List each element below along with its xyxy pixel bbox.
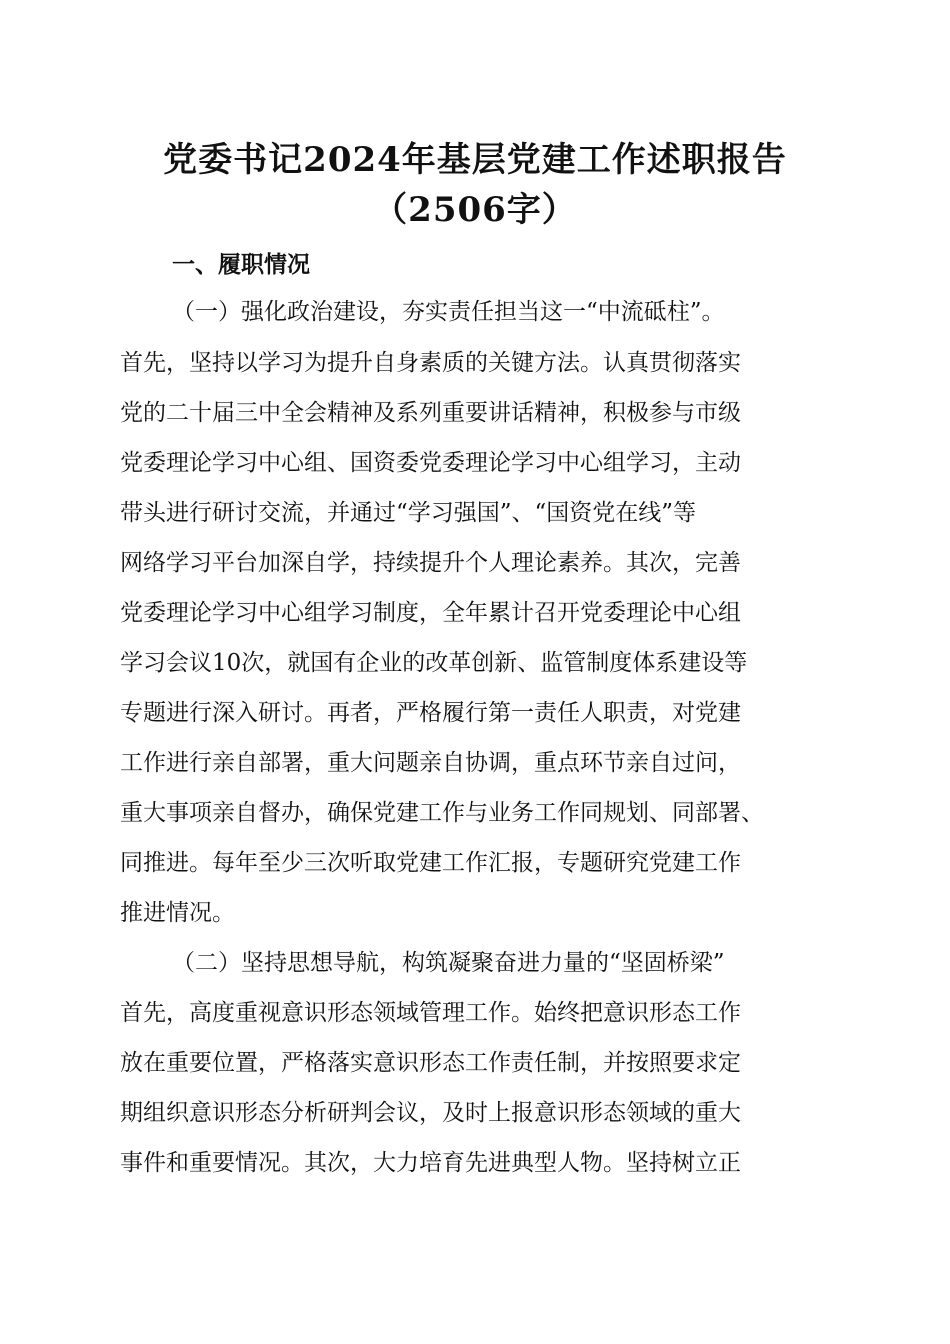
body-line: 同推进。每年至少三次听取党建工作汇报，专题研究党建工作	[120, 850, 741, 876]
body-line: 带头进行研讨交流，并通过“学习强国”、“国资党在线”等	[120, 500, 697, 526]
subsection-heading-1: （一）强化政治建设，夯实责任担当这一“中流砥柱”。	[172, 299, 725, 325]
body-line: 网络学习平台加深自学，持续提升个人理论素养。其次，完善	[120, 550, 741, 576]
subsection-heading-2: （二）坚持思想导航，构筑凝聚奋进力量的“坚固桥梁”	[172, 950, 725, 976]
body-line: 工作进行亲自部署，重大问题亲自协调，重点环节亲自过问，	[120, 750, 741, 776]
body-line: 首先，高度重视意识形态领域管理工作。始终把意识形态工作	[120, 1000, 741, 1026]
body-line: 专题进行深入研讨。再者，严格履行第一责任人职责，对党建	[120, 700, 741, 726]
document-title: 党委书记2024年基层党建工作述职报告	[163, 140, 787, 180]
body-line: 党委理论学习中心组学习制度，全年累计召开党委理论中心组	[120, 600, 741, 626]
body-line: 放在重要位置，严格落实意识形态工作责任制，并按照要求定	[120, 1050, 741, 1076]
body-line: 党的二十届三中全会精神及系列重要讲话精神，积极参与市级	[120, 400, 741, 426]
body-line: 首先，坚持以学习为提升自身素质的关键方法。认真贯彻落实	[120, 350, 741, 376]
section-heading: 一、履职情况	[172, 252, 310, 278]
body-line: 党委理论学习中心组、国资委党委理论学习中心组学习，主动	[120, 450, 741, 476]
document-subtitle: （2506字）	[373, 190, 577, 230]
body-line: 事件和重要情况。其次，大力培育先进典型人物。坚持树立正	[120, 1150, 741, 1176]
body-line: 学习会议10次，就国有企业的改革创新、监管制度体系建设等	[120, 650, 748, 676]
body-line: 期组织意识形态分析研判会议，及时上报意识形态领域的重大	[120, 1100, 741, 1126]
body-line: 重大事项亲自督办，确保党建工作与业务工作同规划、同部署、	[120, 800, 764, 826]
body-line: 推进情况。	[120, 900, 235, 926]
